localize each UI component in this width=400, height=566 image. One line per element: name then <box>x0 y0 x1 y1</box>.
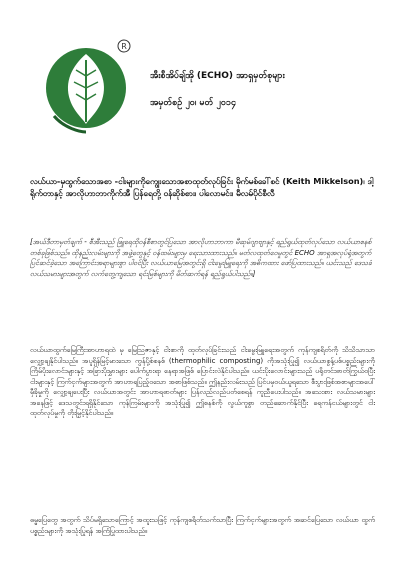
svg-text:R: R <box>121 42 127 51</box>
newsletter-header <box>150 70 370 110</box>
article-paragraph-2: ဓမ္မပြေတွေ အတွက် သိပ်မရှိသောကြောင့် အထူးသဖြင့် ကုန်ကျစရိတ်သက်သာပြီး ကြက်ငှက်များအတွက် အဆင်ပြေသော လယ်ယာ ထွက်ပစ္စည်းများကို အသုံးပြုရန် အကြံပြုထားပါသည်။ <box>30 516 375 535</box>
editor-note: [အယ်ဒီတာမှတ်ချက် - စီအီးသည် ဖြူရေထိုဝန်စီစာတွင်ပြသော အာလိုဟာဘာကာ မီဆုမ်ဂျာဗျာနှင့် ရည်ရွယ်ထုတ်လုပ်သော လယ်ယာစနစ်တစ်ခုဖြစ်သည်။ ထိုနည်းလမ်းများကို အဖွဲ့တွေနှင့် ဝန်ထမ်းများမှ ရေးသားထားသည်။ မတ်လထုတ်ဝေမှုတွင် ECHO အာရှအလုပ်ရုံအတွက် ပြင်ဆင်ခဲ့သော အကြောင်းအရာများစွာ ပါဝင်ပြီး လယ်ယာမြေအတွင်းရှိ ငါးမွေးမြူရေးကို အဓိကထား ဖော်ပြထားသည်။ ယင်းသည် ဒေသခံ လယ်သမားများအတွက် လက်တွေ့ကျသော ရင်းမြစ်များကို မိတ်ဆက်ရန် ရည်ရွယ်ပါသည်။] <box>30 238 372 278</box>
echo-leaf-logo-icon <box>40 36 132 136</box>
organization-name: အီးစီအိပ်ချ်အို (ECHO) အာရှမှတ်စုများ <box>150 71 285 81</box>
article-paragraph-1: လယ်ယာထွက်မြေကြီးအာဟာရထဲ မှ မြေဩဇာနှင့် ငါးစာကို ထုတ်လုပ်ခြင်းသည် ငါးမွေးမြူရေးအတွက် ကုန်ကျစရိတ်ကို သိသိသာသာ လျှော့ချနိုင်ပါသည်။ အပူရှိန်မြင့်မားသော ကွန်ပို့စ်စနစ် (thermophilic composting) ကိုအသုံးပြု၍ လယ်ယာစွန့်ပစ်ပစ္စည်းများကို ကြိမ်ပိုးလောင်းများနှင့် အခြားပိုးမွှားများ ပေါက်ပွားရာ နေရာအဖြစ် ပြောင်းလဲနိုင်ပါသည်။ ယင်းပိုးလောင်းများသည် ပရိုတင်းဓာတ်ကြွယ်ဝပြီး ငါးများနှင့် ကြက်ငှက်များအတွက် အာဟာရပြည့်ဝသော အစာဖြစ်သည်။ ဤနည်းလမ်းသည် ပြင်ပမှဝယ်ယူရသော စီးပွားဖြစ်အစာများအပေါ် မှီခိုမှုကို လျှော့ချပေးပြီး လယ်ယာအတွင်း အာဟာရဓာတ်များ ပြန်လည်လည်ပတ်စေရန် ကူညီပေးပါသည်။ အသေးစား လယ်သမားများအနေဖြင့် ဒေသတွင်းရရှိနိုင်သော ကုန်ကြမ်းများကို အသုံးပြု၍ ဤစနစ်ကို လွယ်ကူစွာ တည်ဆောက်နိုင်ပြီး ရေကန်ငယ်များတွင် ငါးထုတ်လုပ်မှုကို တိုးမြှင့်နိုင်ပါသည်။ <box>30 346 375 417</box>
article-headline: လယ်ယာ-မှထွက်သောအစာ -ငါးများကိုကျွေးသောအစာထုတ်လုပ်ခြင်း မိုက်မစ်ခေါ်စင် (Keith Mikkelson)၊ ဒါ့ရိုက်တာနှင့် အာလိုဟာဘာကိုက်အီ ပြန်ရေတို့ ဝန်ဆိုစ်စား၊ ပါလောမင်း၊ မီလမ်ပိုင်စီလီ <box>30 176 374 198</box>
issue-line: အမှတ်စဉ် ၂၀၊ မတ် ၂၀၁၄ <box>150 98 237 108</box>
